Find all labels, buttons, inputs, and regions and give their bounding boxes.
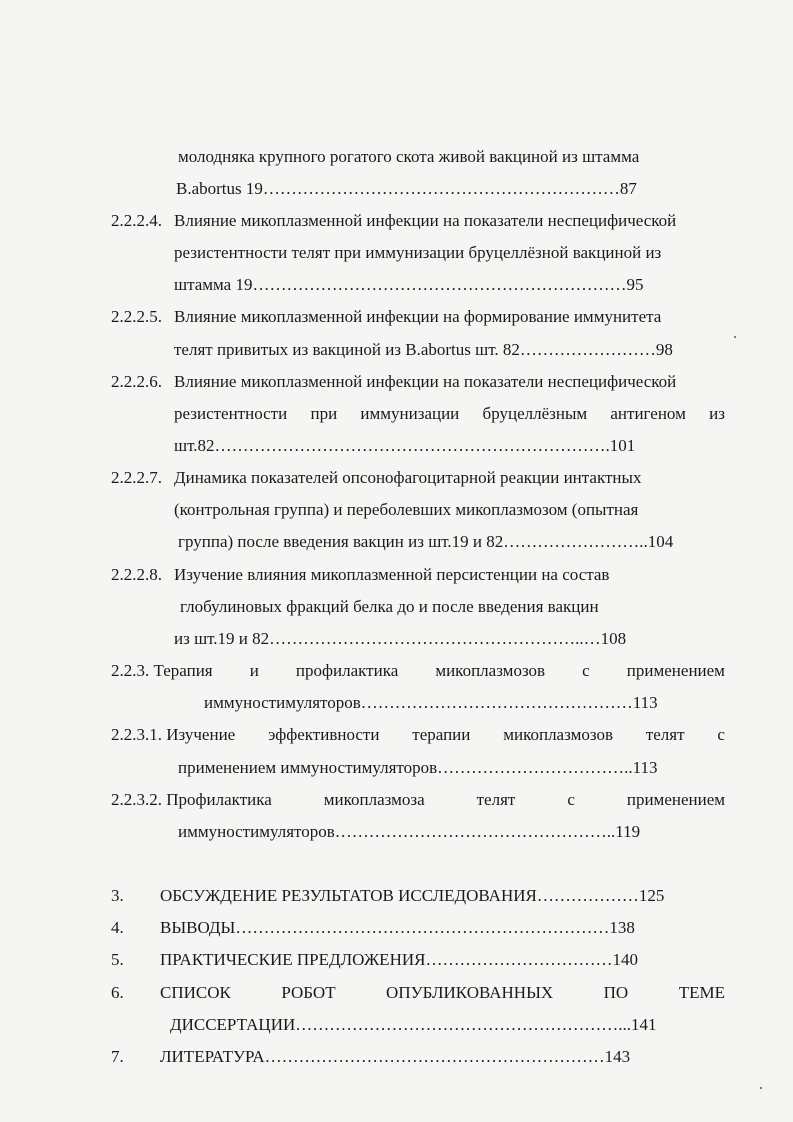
toc-2-2-2-8-line3: из шт.19 и 82………………………………………………..…108 (174, 629, 627, 648)
toc-2-2-2-3-line1: молодняка крупного рогатого скота живой вакциной из штамма (178, 147, 640, 166)
toc-4-number: 4. (111, 918, 124, 937)
toc-3-title: ОБСУЖДЕНИЕ РЕЗУЛЬТАТОВ ИССЛЕДОВАНИЯ………………125 (160, 886, 665, 905)
toc-2-2-2-3-line2: B.abortus 19………………………………………………………87 (176, 179, 637, 198)
toc-6-line1: СПИСОК РОБОТ ОПУБЛИКОВАННЫХ ПО ТЕМЕ (160, 983, 725, 1002)
toc-2-2-3-2-line1: 2.2.3.2. Профилактика микоплазмоза телят с применением (111, 790, 725, 809)
toc-2-2-2-7-number: 2.2.2.7. (111, 468, 162, 487)
toc-2-2-3-2-line2: иммуностимуляторов…………………………………………..119 (178, 822, 641, 841)
toc-2-2-2-4-line1: Влияние микоплазменной инфекции на показатели неспецифической (174, 211, 677, 230)
scan-speck (734, 336, 736, 338)
toc-2-2-2-5-number: 2.2.2.5. (111, 307, 162, 326)
toc-2-2-2-8-number: 2.2.2.8. (111, 565, 162, 584)
toc-2-2-3-1-line1: 2.2.3.1. Изучение эффективности терапии микоплазмозов телят с (111, 725, 725, 744)
toc-7-title: ЛИТЕРАТУРА……………………………………………………143 (160, 1047, 631, 1066)
toc-2-2-2-4-number: 2.2.2.4. (111, 211, 162, 230)
toc-2-2-2-5-line1: Влияние микоплазменной инфекции на формирование иммунитета (174, 307, 662, 326)
toc-2-2-3-1-line2: применением иммуностимуляторов……………………………..113 (178, 758, 658, 777)
toc-5-number: 5. (111, 950, 124, 969)
toc-4-title: ВЫВОДЫ…………………………………………………………138 (160, 918, 635, 937)
toc-2-2-2-7-line2: (контрольная группа) и переболевших микоплазмозом (опытная (174, 500, 639, 519)
toc-2-2-2-6-line2: резистентности при иммунизации бруцеллёзным антигеном из (174, 404, 725, 423)
toc-2-2-2-6-number: 2.2.2.6. (111, 372, 162, 391)
toc-2-2-2-8-line2: глобулиновых фракций белка до и после введения вакцин (180, 597, 599, 616)
toc-2-2-2-5-line2: телят привитых из вакциной из B.abortus шт. 82……………………98 (174, 340, 673, 359)
toc-7-number: 7. (111, 1047, 124, 1066)
toc-2-2-2-6-line1: Влияние микоплазменной инфекции на показатели неспецифической (174, 372, 677, 391)
toc-3-number: 3. (111, 886, 124, 905)
toc-2-2-2-7-line3: группа) после введения вакцин из шт.19 и 82……………………..104 (178, 532, 674, 551)
scan-speck (760, 1087, 762, 1089)
toc-5-title: ПРАКТИЧЕСКИЕ ПРЕДЛОЖЕНИЯ……………………………140 (160, 950, 638, 969)
toc-6-line2: ДИССЕРТАЦИИ…………………………………………………...141 (170, 1015, 657, 1034)
toc-6-number: 6. (111, 983, 124, 1002)
toc-2-2-3-line2: иммуностимуляторов…………………………………………113 (204, 693, 658, 712)
toc-2-2-2-6-line3: шт.82…………………………………………………………….101 (174, 436, 636, 455)
toc-2-2-2-4-line2: резистентности телят при иммунизации бруцеллёзной вакциной из (174, 243, 662, 262)
toc-2-2-3-line1: 2.2.3. Терапия и профилактика микоплазмозов с применением (111, 661, 725, 680)
toc-2-2-2-8-line1: Изучение влияния микоплазменной персистенции на состав (174, 565, 610, 584)
toc-2-2-2-4-line3: штамма 19…………………………………………………………95 (174, 275, 644, 294)
toc-2-2-2-7-line1: Динамика показателей опсонофагоцитарной реакции интактных (174, 468, 642, 487)
